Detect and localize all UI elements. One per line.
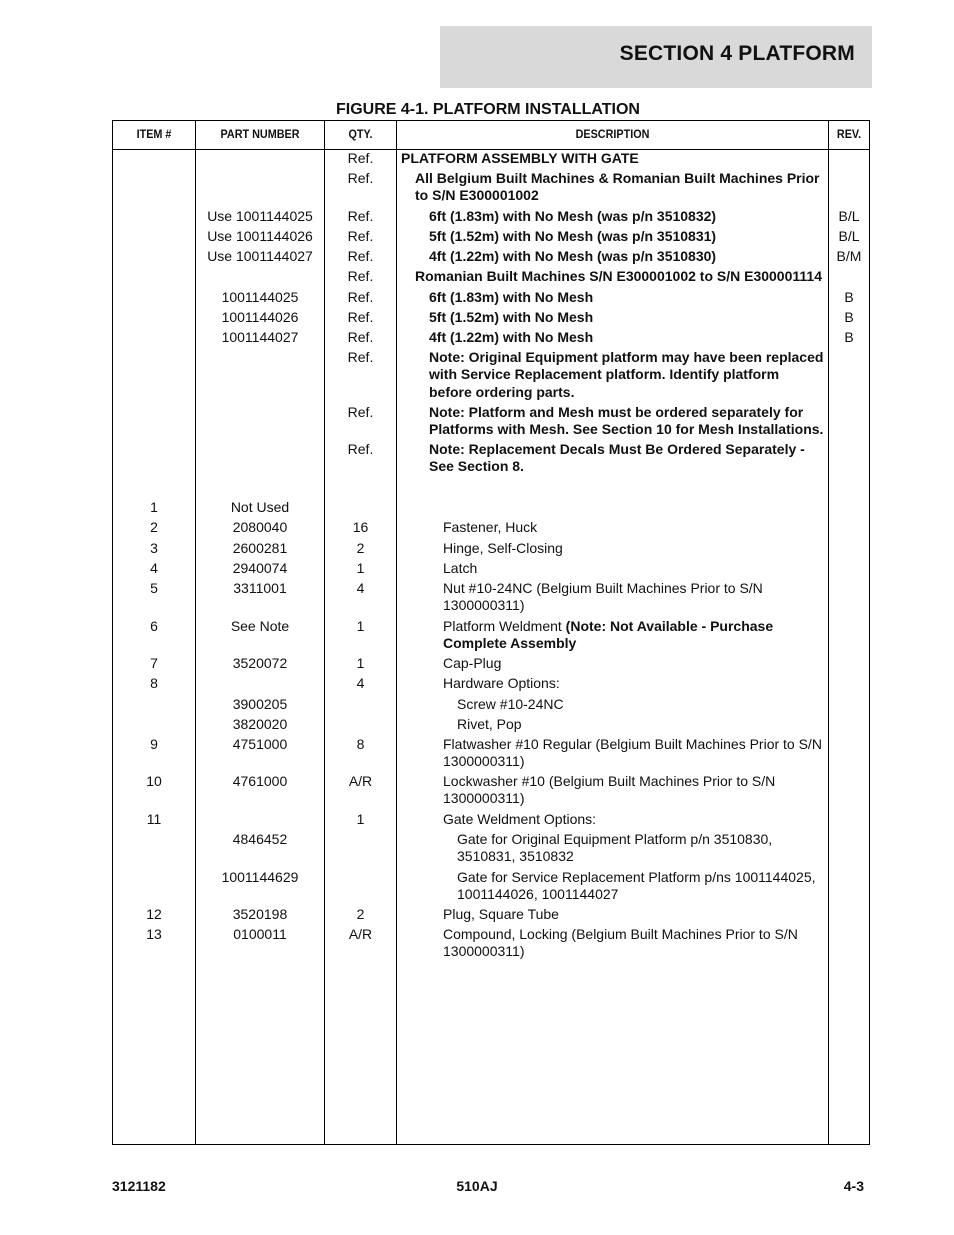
description	[443, 906, 825, 923]
description-text: Lockwasher #10 (Belgium Built Machines Prior to S/N 1300000311)	[443, 773, 776, 807]
description-text: Gate Weldment Options:	[443, 811, 597, 827]
description	[457, 869, 825, 904]
description-text: Note: Original Equipment platform may have been replaced with Service Replacement platform. Identify platform before ordering parts.	[429, 349, 824, 400]
description-text: 5ft (1.52m) with No Mesh (was p/n 3510831)	[429, 228, 717, 244]
quantity: 1	[356, 618, 365, 634]
description-text: Cap-Plug	[443, 655, 502, 671]
description-text: 4ft (1.22m) with No Mesh (was p/n 3510830)	[429, 248, 717, 264]
description	[401, 150, 825, 167]
column-divider	[828, 121, 829, 1144]
item-number: 1	[150, 499, 158, 515]
item-number: 4	[150, 560, 158, 576]
quantity: 16	[352, 519, 369, 535]
part-number: 2940074	[232, 560, 288, 576]
description-text: Nut #10-24NC (Belgium Built Machines Prior to S/N 1300000311)	[443, 580, 763, 614]
description	[443, 675, 825, 692]
quantity: Ref.	[347, 228, 374, 244]
description	[443, 560, 825, 577]
item-number: 3	[150, 540, 158, 556]
description-text: Latch	[443, 560, 478, 576]
quantity: 2	[356, 540, 365, 556]
description-text: Flatwasher #10 Regular (Belgium Built Machines Prior to S/N 1300000311)	[443, 736, 822, 770]
description-text: Gate for Service Replacement Platform p/ns 1001144025, 1001144026, 1001144027	[457, 869, 816, 903]
quantity: 1	[356, 655, 365, 671]
description	[443, 926, 825, 961]
part-number: 1001144026	[221, 309, 299, 325]
quantity: Ref.	[347, 248, 374, 264]
description-text: All Belgium Built Machines & Romanian Built Machines Prior to S/N E300001002	[415, 170, 820, 204]
description	[457, 696, 825, 713]
description	[429, 404, 825, 439]
part-number: Use 1001144027	[207, 248, 313, 264]
quantity: Ref.	[347, 268, 374, 284]
item-number: 6	[150, 618, 158, 634]
part-number: 4751000	[232, 736, 288, 752]
revision: B	[844, 309, 854, 325]
description	[443, 736, 825, 771]
description-text: 5ft (1.52m) with No Mesh	[429, 309, 594, 325]
description-text: Fastener, Huck	[443, 519, 538, 535]
description-note: (Note: Not Available - Purchase Complete Assembly	[443, 618, 774, 652]
revision: B	[844, 329, 854, 345]
section-title: SECTION 4 PLATFORM	[619, 42, 855, 65]
quantity: 1	[356, 811, 365, 827]
column-divider	[396, 121, 397, 1144]
part-number: 3520198	[232, 906, 288, 922]
description	[443, 773, 825, 808]
description-text: Screw #10-24NC	[457, 696, 564, 712]
item-number: 2	[150, 519, 158, 535]
footer-page-number: 4-3	[843, 1178, 864, 1194]
item-number: 11	[146, 811, 162, 827]
quantity: 4	[356, 675, 365, 691]
part-number: 4761000	[232, 773, 288, 789]
footer-doc-number: 3121182	[112, 1178, 166, 1194]
column-header-item: ITEM #	[136, 127, 172, 141]
section-header	[440, 26, 872, 88]
description-text: Plug, Square Tube	[443, 906, 559, 922]
description	[429, 349, 825, 401]
part-number: 3900205	[232, 696, 288, 712]
description	[457, 716, 825, 733]
description	[457, 831, 825, 866]
description-text: Compound, Locking (Belgium Built Machines Prior to S/N 1300000311)	[443, 926, 798, 960]
description	[429, 228, 825, 245]
description-text: 6ft (1.83m) with No Mesh	[429, 289, 594, 305]
revision: B/L	[838, 208, 860, 224]
item-number: 9	[150, 736, 158, 752]
part-number: 0100011	[233, 926, 287, 942]
part-number: 3311001	[233, 580, 287, 596]
quantity: 1	[356, 560, 365, 576]
description-text: PLATFORM ASSEMBLY WITH GATE	[401, 150, 639, 166]
description-text: Hardware Options:	[443, 675, 560, 691]
parts-table	[112, 120, 870, 1145]
item-number: 10	[146, 773, 162, 789]
description	[415, 170, 825, 205]
description	[429, 441, 825, 476]
item-number: 8	[150, 675, 158, 691]
footer-model: 510AJ	[456, 1178, 498, 1194]
quantity: A/R	[348, 773, 373, 789]
revision: B/L	[838, 228, 860, 244]
part-number: 3820020	[232, 716, 288, 732]
quantity: Ref.	[347, 170, 374, 186]
quantity: 8	[356, 736, 365, 752]
description	[429, 329, 825, 346]
column-header-rev: REV.	[836, 127, 862, 141]
figure-title: FIGURE 4-1. PLATFORM INSTALLATION	[336, 101, 640, 118]
description-text: Platform Weldment	[443, 618, 562, 634]
quantity: 2	[356, 906, 365, 922]
column-header-description: DESCRIPTION	[575, 127, 650, 141]
description-text: 4ft (1.22m) with No Mesh	[429, 329, 594, 345]
description-text: Note: Platform and Mesh must be ordered separately for Platforms with Mesh. See Section 10 for Mesh Installations.	[429, 404, 824, 438]
revision: B	[844, 289, 854, 305]
part-number: Not Used	[230, 499, 290, 515]
quantity: Ref.	[347, 208, 374, 224]
description	[443, 618, 825, 653]
description-text: Hinge, Self-Closing	[443, 540, 563, 556]
description	[415, 268, 825, 285]
item-number: 7	[150, 655, 158, 671]
part-number: 1001144629	[221, 869, 299, 885]
description-text: 6ft (1.83m) with No Mesh (was p/n 3510832)	[429, 208, 717, 224]
description	[443, 580, 825, 615]
description-text: Romanian Built Machines S/N E300001002 to S/N E300001114	[415, 268, 822, 284]
item-number: 13	[146, 926, 162, 942]
quantity: Ref.	[347, 329, 374, 345]
description	[443, 519, 825, 536]
part-number: 2600281	[232, 540, 288, 556]
description-text: Note: Replacement Decals Must Be Ordered Separately - See Section 8.	[429, 441, 805, 475]
quantity: Ref.	[347, 309, 374, 325]
part-number: See Note	[230, 618, 290, 634]
quantity: Ref.	[347, 349, 374, 365]
description	[443, 540, 825, 557]
column-header-part: PART NUMBER	[220, 127, 300, 141]
quantity: A/R	[348, 926, 373, 942]
description	[429, 289, 825, 306]
quantity: Ref.	[347, 441, 374, 457]
part-number: 1001144025	[221, 289, 299, 305]
quantity: Ref.	[347, 150, 374, 166]
part-number: 3520072	[232, 655, 288, 671]
description	[429, 208, 825, 225]
description	[443, 655, 825, 672]
description-text: Gate for Original Equipment Platform p/n 3510830, 3510831, 3510832	[457, 831, 773, 865]
quantity: 4	[356, 580, 365, 596]
part-number: 2080040	[232, 519, 288, 535]
part-number: Use 1001144025	[207, 208, 313, 224]
description	[429, 309, 825, 326]
description	[429, 248, 825, 265]
part-number: 1001144027	[221, 329, 299, 345]
description-text: Rivet, Pop	[457, 716, 522, 732]
quantity: Ref.	[347, 404, 374, 420]
part-number: 4846452	[232, 831, 288, 847]
quantity: Ref.	[347, 289, 374, 305]
item-number: 12	[146, 906, 162, 922]
item-number: 5	[150, 580, 158, 596]
revision: B/M	[836, 248, 862, 264]
description	[443, 811, 825, 828]
part-number: Use 1001144026	[207, 228, 313, 244]
column-header-qty: QTY.	[348, 127, 373, 141]
